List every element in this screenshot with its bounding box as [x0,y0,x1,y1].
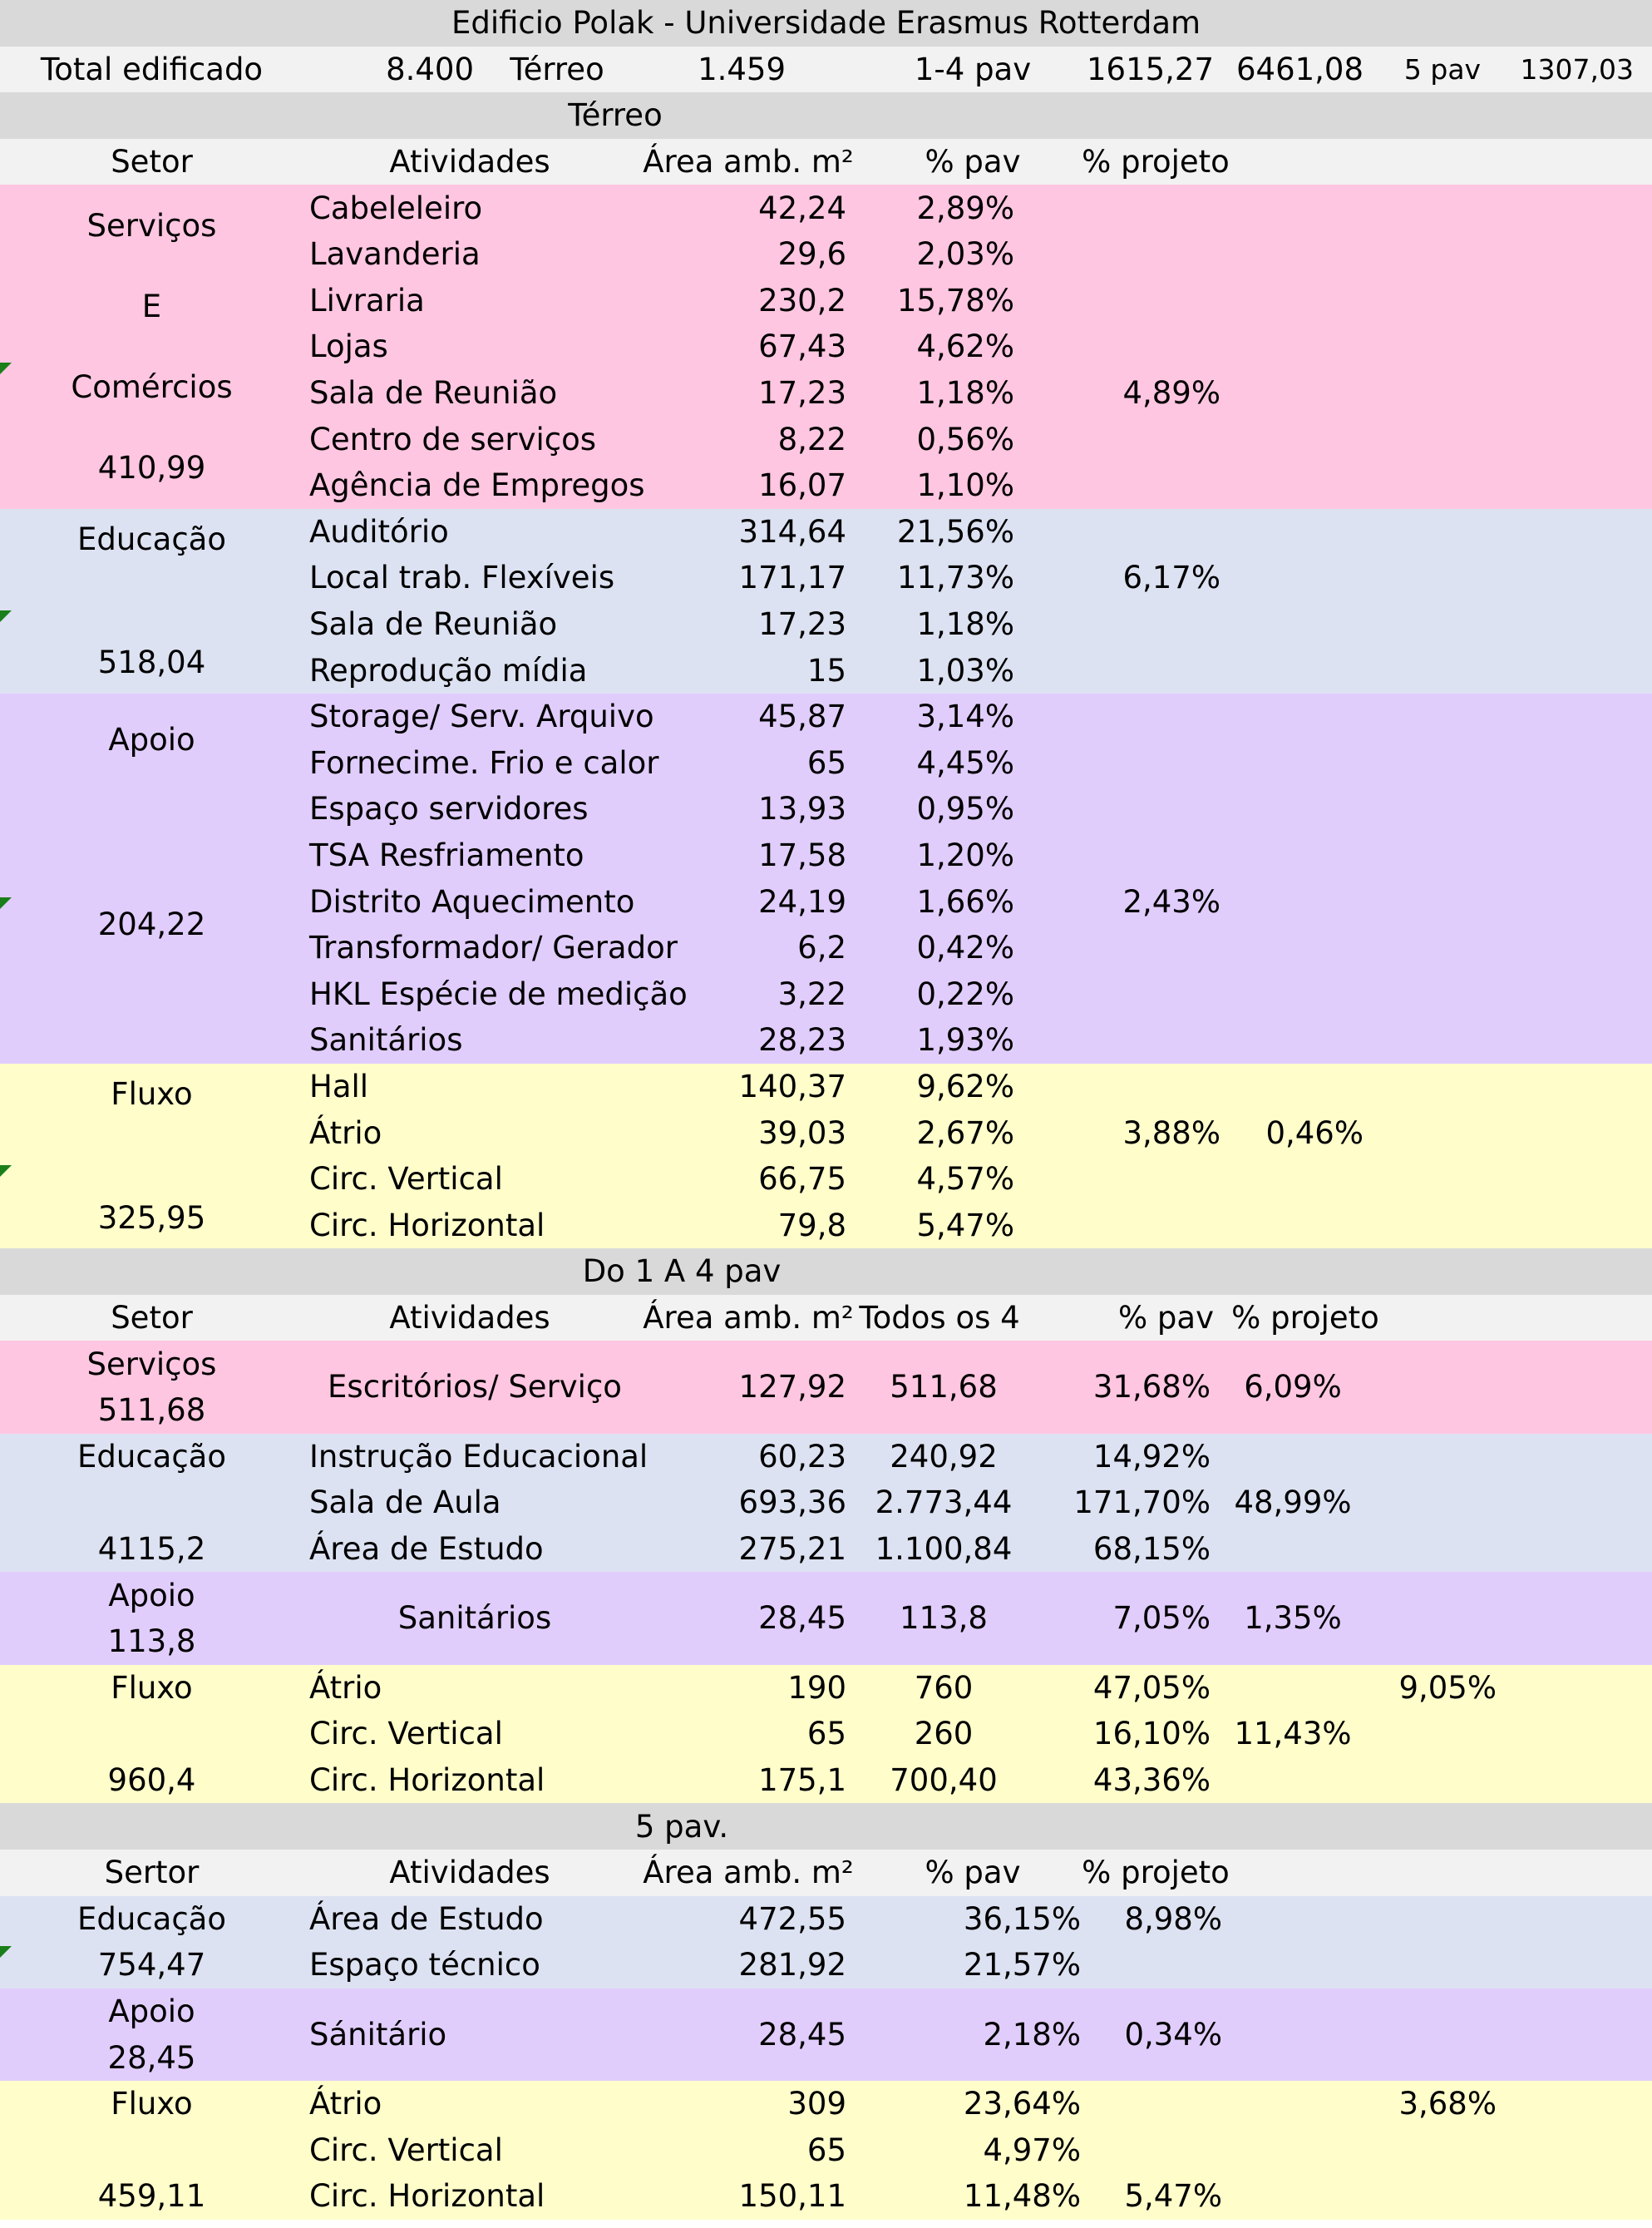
total-value: 8.400 [386,51,474,87]
pct-projeto-value: 6,17% [1122,560,1221,596]
area-value: 65 [806,1716,846,1752]
area-value: 15 [806,652,846,689]
area-value: 150,11 [738,2178,846,2215]
activity-name: Escritórios/ Serviço [328,1369,622,1405]
pav14-sector [0,1434,303,1573]
activity-name: Átrio [309,2086,382,2122]
col-area: Área amb. m² [643,1300,854,1336]
terreo-header-row [0,139,1652,185]
pav14-sector [0,1341,303,1433]
activity-name: Sala de Aula [309,1485,501,1521]
pct-pav-value: 5,47% [916,1207,1014,1243]
col-atividades: Atividades [389,144,550,180]
sector-line: 511,68 [97,1392,206,1429]
area-value: 314,64 [738,513,846,550]
area-value: 281,92 [738,1947,846,1983]
pct-pav-value: 4,45% [916,744,1014,781]
activity-name: Lojas [309,329,388,365]
pct-pav-value: 2,03% [916,236,1014,273]
activity-name: Distrito Aquecimento [309,883,635,920]
activity-name: Local trab. Flexíveis [309,560,615,596]
extra-pct-value: 9,05% [1398,1669,1497,1706]
col-area: Área amb. m² [643,144,854,180]
sector-line [147,817,157,847]
pav14-title-row [0,1248,1652,1295]
area-value: 171,17 [738,560,846,596]
activity-name: Sánitário [309,2016,447,2053]
pct-pav-value: 0,42% [916,930,1014,966]
comment-indicator-icon [0,363,12,374]
sector-line: 518,04 [97,645,206,681]
area-value: 190 [787,1669,846,1706]
pav5-sector [0,1988,303,2081]
activity-name: Instrução Educacional [309,1438,648,1475]
pav5-label: 5 pav [1403,52,1482,86]
area-value: 28,45 [758,1600,846,1637]
terreo-sector [0,509,303,694]
area-value: 39,03 [758,1114,846,1151]
area-value: 17,58 [758,837,846,874]
area-value: 17,23 [758,375,846,412]
activity-name: Livraria [309,282,425,319]
area-value: 175,1 [758,1762,846,1799]
area-value: 24,19 [758,883,846,920]
pct-projeto-value: 2,43% [1122,883,1221,920]
pct-pav-value: 14,92% [1092,1438,1211,1475]
area-value: 693,36 [738,1485,846,1521]
pct-pav-value: 1,18% [916,375,1014,412]
col-setor: Setor [111,144,193,180]
pct-projeto-value: 3,88% [1122,1114,1221,1151]
pct-pav-value: 4,97% [983,2132,1081,2168]
sector-line: 459,11 [97,2178,206,2215]
col-atividades: Atividades [389,1300,550,1336]
pav14-sector [0,1665,303,1804]
pct-pav-value: 2,18% [983,2016,1081,2053]
comment-indicator-icon [0,1946,12,1958]
col-setor: Setor [111,1300,193,1336]
area-value: 275,21 [738,1531,846,1568]
sector-line: Serviços [86,207,217,244]
sector-line [147,585,157,616]
area-value: 472,55 [738,1900,846,1937]
sector-line: Educação [77,521,226,558]
area-value: 67,43 [758,329,846,365]
pav5-title-row [0,1803,1652,1850]
pct-pav-value: 11,48% [963,2178,1081,2215]
sector-line: Apoio [108,1993,195,2030]
activity-name: Circ. Horizontal [309,1762,545,1799]
pct-pav-value: 7,05% [1112,1600,1211,1637]
pct-pav-value: 1,20% [916,837,1014,874]
sector-line: Educação [77,1900,226,1937]
activity-name: Transformador/ Gerador [309,930,678,966]
comment-indicator-icon [0,610,12,622]
area-value: 60,23 [758,1438,846,1475]
pav5-sector [0,2081,303,2220]
activity-name: Sala de Reunião [309,375,558,412]
pct-projeto-value: 6,09% [1244,1369,1342,1405]
pct-projeto-value: 0,34% [1124,2016,1222,2053]
activity-name: Lavanderia [309,236,481,273]
area-value: 45,87 [758,699,846,735]
activity-name: Sala de Reunião [309,606,558,643]
pct-pav-value: 1,10% [916,467,1014,504]
sector-line: Educação [77,1438,226,1475]
todos-value: 1.100,84 [875,1531,1013,1568]
sector-line: Fluxo [111,1076,193,1113]
pct-projeto-value: 1,35% [1244,1600,1342,1637]
pav14-total: 6461,08 [1235,51,1364,87]
activity-name: Espaço técnico [309,1947,540,1983]
activity-name: Circ. Horizontal [309,2178,545,2215]
col-todos: Todos os 4 [859,1300,1020,1336]
pct-pav-value: 3,14% [916,699,1014,735]
area-value: 29,6 [777,236,846,273]
sheet-title: Edificio Polak - Universidade Erasmus Rotterdam [451,5,1201,42]
pct-pav-value: 0,95% [916,791,1014,827]
area-value: 140,37 [738,1069,846,1105]
activity-name: HKL Espécie de medição [309,976,688,1012]
pct-pav-value: 47,05% [1092,1669,1211,1706]
sector-line [147,1718,157,1749]
area-value: 127,92 [738,1369,846,1405]
terreo-title-row [0,92,1652,139]
col-atividades: Atividades [389,1855,550,1891]
sector-line: 325,95 [97,1199,206,1236]
pct-pav-value: 2,89% [916,190,1014,226]
activity-name: Centro de serviços [309,421,597,457]
area-value: 65 [806,2132,846,2168]
col-pct-pav: % pav [1118,1300,1214,1336]
sector-line: Serviços [86,1346,217,1382]
activity-name: TSA Resfriamento [309,837,584,874]
terreo-label: Térreo [510,51,604,87]
area-value: 65 [806,744,846,781]
extra-pct-value: 3,68% [1398,2086,1497,2122]
sector-line: Apoio [108,722,195,758]
col-pct-pav: % pav [925,1855,1021,1891]
pct-projeto-value: 8,98% [1124,1900,1222,1937]
pct-pav-value: 43,36% [1092,1762,1211,1799]
terreo-title: Térreo [568,97,663,134]
sector-line: 204,22 [97,907,206,943]
sector-line: E [141,288,162,324]
todos-value: 2.773,44 [875,1485,1013,1521]
comment-indicator-icon [0,1165,12,1177]
area-value: 28,45 [758,2016,846,2053]
sector-line [147,2135,157,2166]
sector-line [147,1002,157,1033]
pct-pav-value: 1,66% [916,883,1014,920]
area-value: 42,24 [758,190,846,226]
sector-line: Fluxo [111,2086,193,2122]
pct-pav-value: 31,68% [1092,1369,1211,1405]
sheet-title-row [0,0,1652,47]
activity-name: Área de Estudo [309,1531,544,1568]
pav14-header-row [0,1295,1652,1341]
pct-pav-value: 21,56% [896,513,1014,550]
sector-line: 4115,2 [97,1531,206,1568]
area-value: 28,23 [758,1022,846,1059]
activity-name: Circ. Vertical [309,2132,503,2168]
sector-line: 113,8 [107,1623,196,1660]
pct-projeto-value: 48,99% [1234,1485,1352,1521]
sector-line: Comércios [71,369,233,406]
sector-line: 754,47 [97,1947,206,1983]
terreo-sector [0,185,303,508]
pct-pav-value: 1,18% [916,606,1014,643]
pct-pav-value: 1,93% [916,1022,1014,1059]
todos-value: 260 [914,1716,974,1752]
activity-name: Átrio [309,1114,382,1151]
area-value: 79,8 [777,1207,846,1243]
activity-name: Storage/ Serv. Arquivo [309,699,654,735]
area-value: 16,07 [758,467,846,504]
pct-pav-value: 11,73% [896,560,1014,596]
area-value: 6,2 [797,930,846,966]
col-area: Área amb. m² [643,1855,854,1891]
pav14-label: 1-4 pav [914,51,1032,87]
pct-projeto-value: 11,43% [1234,1716,1352,1752]
pct-pav-value: 1,03% [916,652,1014,689]
pct-projeto-value: 5,47% [1124,2178,1222,2215]
pct-pav-value: 2,67% [916,1114,1014,1151]
pct-pav-value: 21,57% [963,1947,1081,1983]
activity-name: Área de Estudo [309,1900,544,1937]
activity-name: Circ. Vertical [309,1161,503,1198]
activity-name: Cabeleleiro [309,190,483,226]
sector-line [147,1487,157,1518]
todos-value: 511,68 [890,1369,998,1405]
pav14-value: 1615,27 [1086,51,1214,87]
activity-name: Auditório [309,513,449,550]
activity-name: Átrio [309,1669,382,1706]
extra-pct-value: 0,46% [1265,1114,1364,1151]
area-value: 13,93 [758,791,846,827]
terreo-sector [0,1064,303,1248]
pct-pav-value: 36,15% [963,1900,1081,1937]
pct-pav-value: 23,64% [963,2086,1081,2122]
pct-pav-value: 15,78% [896,282,1014,319]
pav14-title: Do 1 A 4 pav [582,1253,782,1290]
sector-line: 28,45 [107,2039,196,2076]
pct-pav-value: 0,56% [916,421,1014,457]
summary-row [0,47,1652,93]
terreo-value: 1.459 [698,51,786,87]
sector-line: 960,4 [107,1762,196,1799]
todos-value: 113,8 [900,1600,988,1637]
activity-name: Agência de Empregos [309,467,645,504]
todos-value: 760 [914,1669,974,1706]
area-value: 8,22 [777,421,846,457]
comment-indicator-icon [0,897,12,909]
activity-name: Circ. Vertical [309,1716,503,1752]
col-pct-projeto: % projeto [1082,1855,1230,1891]
total-label: Total edificado [40,51,264,87]
activity-name: Sanitários [397,1600,552,1637]
col-pct-projeto: % projeto [1231,1300,1379,1336]
pct-pav-value: 9,62% [916,1069,1014,1105]
sector-line: Apoio [108,1577,195,1613]
todos-value: 240,92 [890,1438,998,1475]
pct-pav-value: 4,57% [916,1161,1014,1198]
activity-name: Hall [309,1069,369,1105]
col-setor: Sertor [104,1855,200,1891]
pav5-value: 1307,03 [1520,52,1634,86]
pct-pav-value: 68,15% [1092,1531,1211,1568]
area-value: 230,2 [758,282,846,319]
pav5-header-row [0,1850,1652,1896]
terreo-sector [0,694,303,1064]
sector-line: Fluxo [111,1669,193,1706]
col-pct-projeto: % projeto [1082,144,1230,180]
pct-projeto-value: 4,89% [1122,375,1221,412]
pav14-sector [0,1572,303,1664]
pav5-title: 5 pav. [634,1808,729,1845]
activity-name: Reprodução mídia [309,652,588,689]
activity-name: Circ. Horizontal [309,1207,545,1243]
col-pct-pav: % pav [925,144,1021,180]
activity-name: Espaço servidores [309,791,589,827]
area-value: 3,22 [777,976,846,1012]
pct-pav-value: 171,70% [1073,1485,1211,1521]
area-value: 17,23 [758,606,846,643]
sector-line [147,1140,157,1171]
todos-value: 700,40 [890,1762,998,1799]
activity-name: Sanitários [309,1022,463,1059]
pav5-sector [0,1896,303,1988]
sector-line: 410,99 [97,450,206,487]
activity-name: Fornecime. Frio e calor [309,744,659,781]
area-value: 66,75 [758,1161,846,1198]
pct-pav-value: 4,62% [916,329,1014,365]
area-value: 309 [787,2086,846,2122]
pct-pav-value: 16,10% [1092,1716,1211,1752]
pct-pav-value: 0,22% [916,976,1014,1012]
